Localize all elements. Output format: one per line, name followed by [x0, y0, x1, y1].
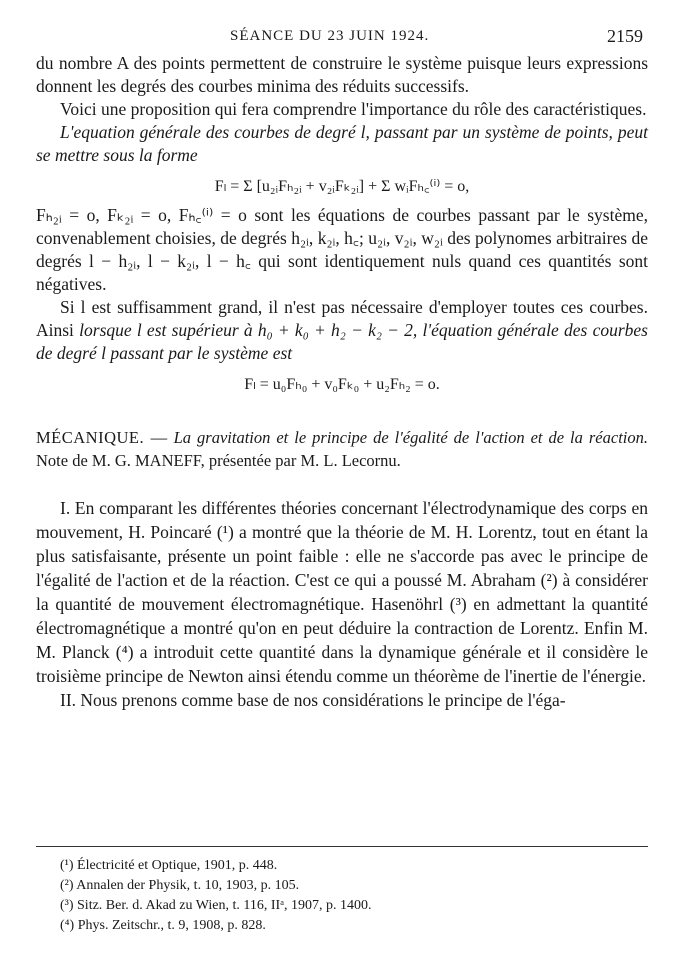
paragraph-definitions: Fₕ₂ᵢ = o, Fₖ₂ᵢ = o, Fₕ꜀⁽ⁱ⁾ = o sont les équations de courbes passant par le système, convenablement choisies, de degrés h₂ᵢ, k₂ᵢ, h꜀; u₂ᵢ, v₂ᵢ, w₂ᵢ des polynomes arbitraires de degrés l − h₂ᵢ, l − k₂ᵢ, l − h꜀ qui sont identiquement nuls quand ces quantités sont négatives.: [36, 205, 648, 294]
formula-general: [36, 175, 648, 198]
paragraph-section-two: II. Nous prenons comme base de nos considérations le principe de l'éga-: [60, 690, 566, 710]
section-heading: [36, 426, 648, 472]
footnote-divider: [36, 846, 648, 847]
footnote-item: (²) Annalen der Physik, t. 10, 1903, p. 105.: [60, 878, 300, 893]
paragraph-sufficient: [36, 296, 648, 365]
formula-general-text: Fₗ = Σ [u₂ᵢFₕ₂ᵢ + v₂ᵢFₖ₂ᵢ] + Σ wᵢFₕ꜀⁽ⁱ⁾ = o,: [214, 178, 470, 195]
footnote-item: (³) Sitz. Ber. d. Akad zu Wien, t. 116, IIᵃ, 1907, p. 1400.: [60, 898, 372, 913]
section-title: La gravitation et le principe de l'égalité de l'action et de la réaction.: [173, 428, 648, 447]
running-header: [0, 26, 681, 50]
paragraph-proposition-intro: Voici une proposition qui fera comprendre l'importance du rôle des caractéristiques.: [60, 99, 647, 119]
paragraph-sufficient-start: Si l est suffisamment grand, il n'est pas nécessaire d'employer toutes ces courbes. Ainsi: [36, 297, 648, 340]
page-number: 2159: [607, 26, 643, 46]
footnote-item: (¹) Électricité et Optique, 1901, p. 448.: [60, 858, 278, 873]
formula-reduced: [36, 373, 648, 396]
paragraph-section-one: I. En comparant les différentes théories concernant l'électrodynamique des corps en mouvement, H. Poincaré (¹) a montré que la théorie de M. H. Lorentz, tout en étant la plus satisfaisante, présente un point faible : elle ne s'accorde pas avec le principe de l'égalité de l'action et de la réaction. C'est ce qui a poussé M. Abraham (²) à considérer la quantité de mouvement électromagnétique. Hasenöhrl (³) en admettant la quantité électromagnétique a montré qu'on en peut déduire la contraction de Lorentz. Enfin M. M. Planck (⁴) a introduit cette quantité dans la dynamique générale et il considère le troisième principe de Newton ainsi étendu comme un théorème de l'inertie de l'énergie.: [36, 498, 648, 686]
paragraph-sufficient-italic: lorsque l est supérieur à h₀ + k₀ + h₂ − k₂ − 2, l'équation générale des courbes de degré l passant par le système est: [36, 320, 648, 363]
paragraph-continuation: du nombre A des points permettent de construire le système puisque leurs expressions donnent les degrés des courbes minima des réduits successifs.: [36, 53, 648, 96]
header-title: SÉANCE DU 23 JUIN 1924.: [230, 28, 430, 44]
formula-reduced-text: Fₗ = u₀Fₕ₀ + v₀Fₖ₀ + u₂Fₕ₂ = o.: [244, 376, 440, 393]
section-author: Note de M. G. MANEFF, présentée par M. L. Lecornu.: [36, 451, 401, 470]
footnotes: [60, 856, 640, 936]
paragraph-theorem: L'equation générale des courbes de degré l, passant par un système de points, peut se mettre sous la forme: [36, 122, 648, 165]
section-body: [36, 496, 648, 712]
main-text: [36, 52, 648, 712]
section-label: MÉCANIQUE. —: [36, 428, 168, 447]
footnote-item: (⁴) Phys. Zeitschr., t. 9, 1908, p. 828.: [60, 918, 266, 933]
